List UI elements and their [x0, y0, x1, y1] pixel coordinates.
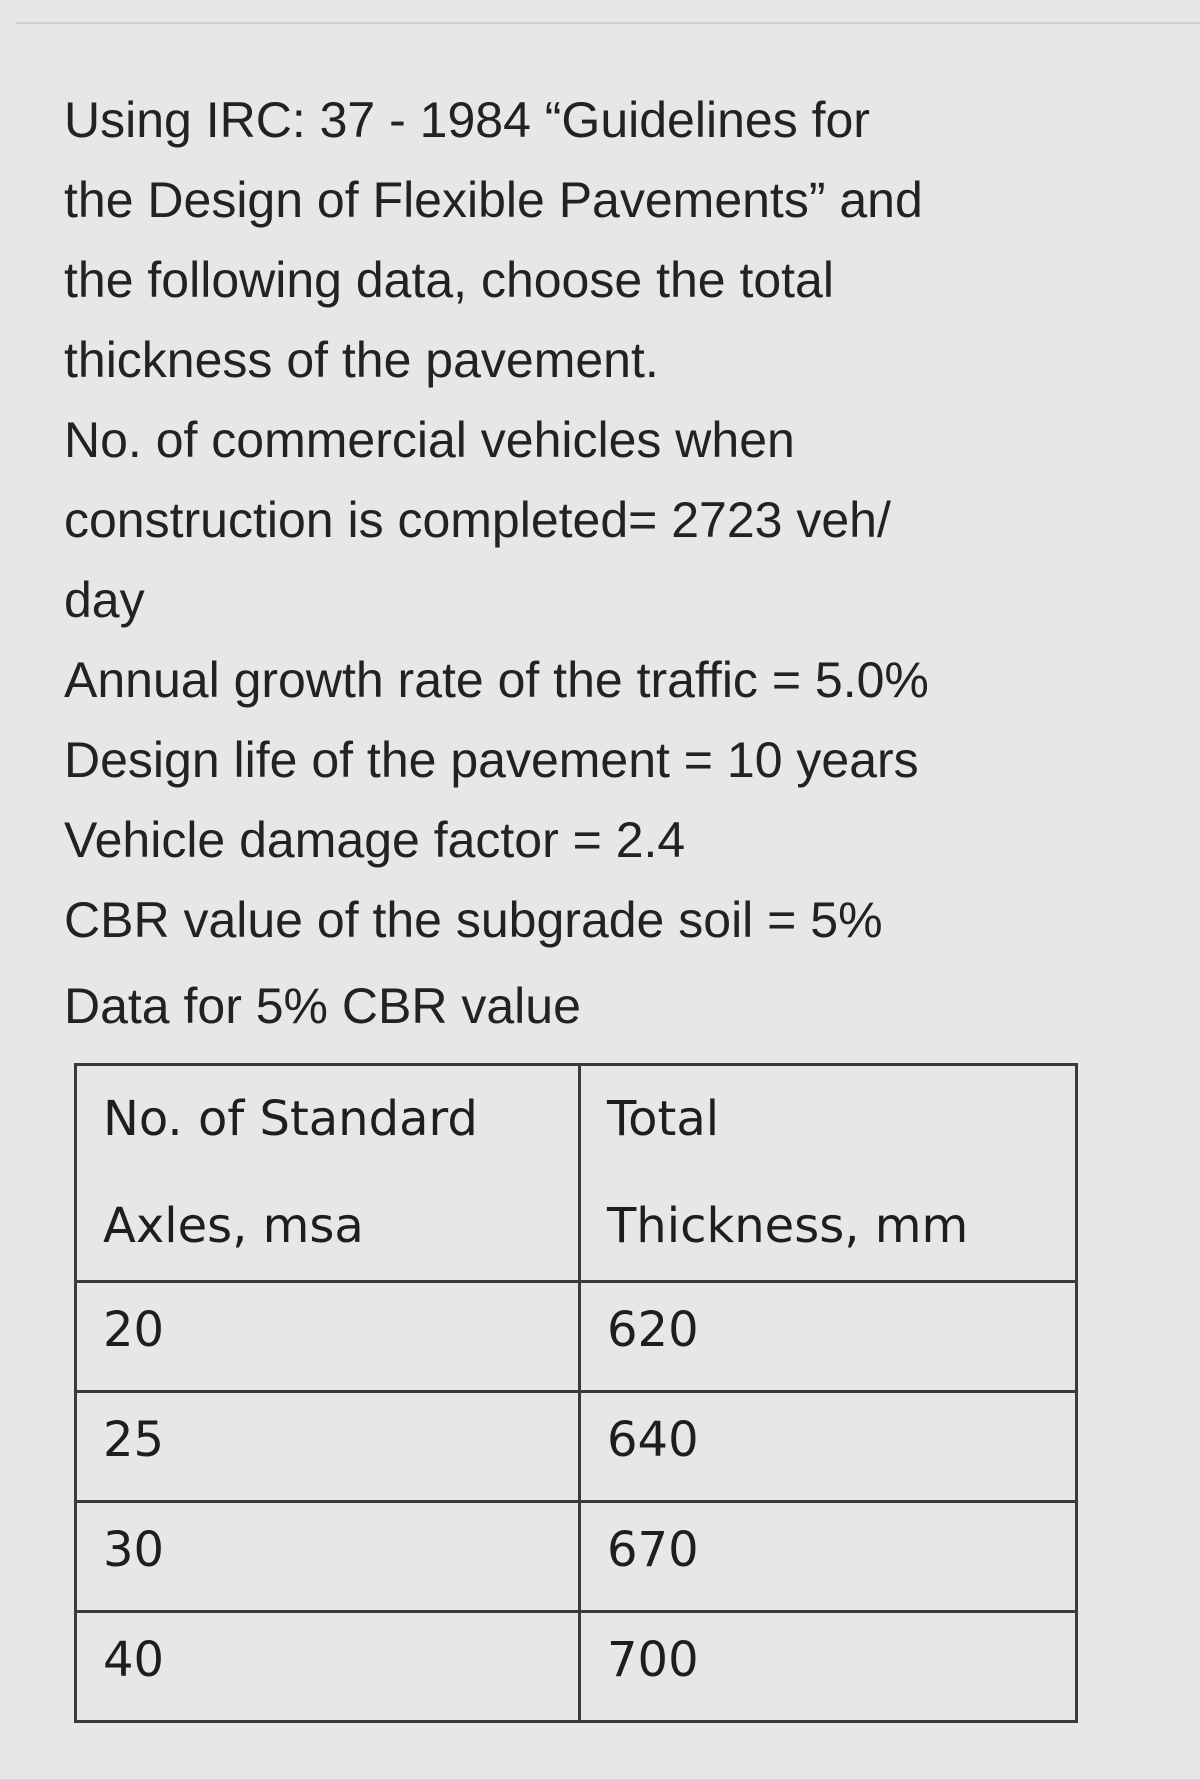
table-row: [76, 1282, 1077, 1392]
question-line: Using IRC: 37 - 1984 “Guidelines for: [64, 92, 870, 148]
table-caption: Data for 5% CBR value: [64, 978, 581, 1034]
question-line: thickness of the pavement.: [64, 332, 659, 388]
table-cell-thickness: 640: [579, 1392, 1076, 1502]
table-cell-thickness: 670: [579, 1502, 1076, 1612]
question-line: the Design of Flexible Pavements” and: [64, 172, 923, 228]
table-cell-thickness: 620: [579, 1282, 1076, 1392]
header-line: Total: [606, 1091, 720, 1147]
table-row: [76, 1612, 1077, 1722]
top-divider: [16, 22, 1200, 24]
table-cell-thickness: 700: [579, 1612, 1076, 1722]
table-header-row: [76, 1065, 1077, 1282]
question-line: the following data, choose the total: [64, 252, 834, 308]
table-cell-msa: 30: [76, 1502, 580, 1612]
table-cell-msa: 40: [76, 1612, 580, 1722]
table-cell-msa: 25: [76, 1392, 580, 1502]
question-line: Vehicle damage factor = 2.4: [64, 812, 686, 868]
question-line: day: [64, 572, 145, 628]
header-line: Thickness, mm: [606, 1198, 969, 1254]
question-line: CBR value of the subgrade soil = 5%: [64, 892, 883, 948]
header-line: Axles, msa: [103, 1198, 364, 1254]
question-line: construction is completed= 2723 veh/: [64, 492, 891, 548]
header-total-thickness: [579, 1065, 1076, 1282]
question-line: No. of commercial vehicles when: [64, 412, 795, 468]
data-table: [74, 1063, 1078, 1723]
header-standard-axles: [76, 1065, 580, 1282]
table-row: [76, 1392, 1077, 1502]
table-cell-msa: 20: [76, 1282, 580, 1392]
table-row: [76, 1502, 1077, 1612]
question-text: [64, 80, 1124, 960]
question-line: Design life of the pavement = 10 years: [64, 732, 919, 788]
header-line: No. of Standard: [103, 1091, 478, 1147]
question-line: Annual growth rate of the traffic = 5.0%: [64, 652, 929, 708]
